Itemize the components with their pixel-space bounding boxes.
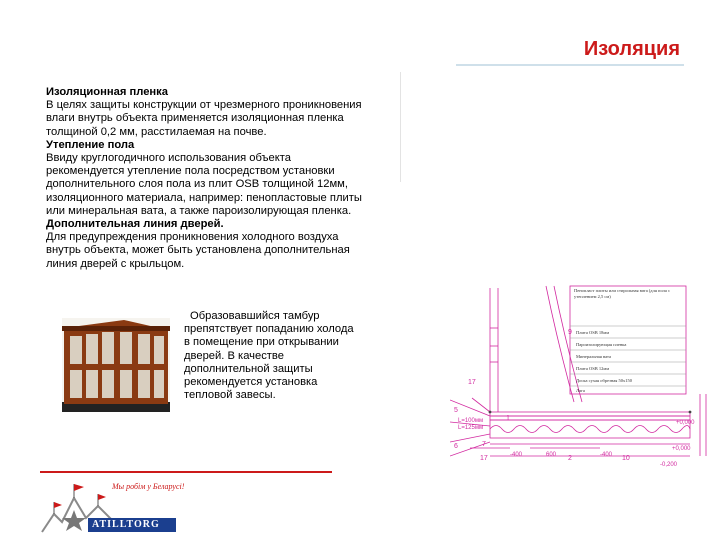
photo-caption: Образовавшийся тамбур препятствует попаданию холода в помещение при открывании дверей. В качестве дополнительной защиты рекомендуется установка тепловой завесы.	[184, 310, 354, 402]
label-9: 9	[568, 329, 572, 336]
heading-floor: Утепление пола	[46, 138, 135, 151]
dim-8: -0,200	[660, 462, 678, 468]
label-2: 2	[568, 455, 572, 462]
legend-item-4: Минеральная вата	[576, 354, 611, 359]
page-title: Изоляция	[583, 38, 680, 60]
dim-3: -400	[510, 452, 523, 458]
paragraph-doors: Для предупреждения проникновения холодного воздуха внутрь объекта, может быть установлена дополнительная линия дверей с крыльцом.	[46, 231, 350, 270]
legend-item-1: Пенопласт плиты или стирольная вата (для пола с утеплением 2,5 см)	[574, 288, 671, 299]
vestibule-photo	[62, 318, 170, 412]
footer-red-line	[40, 471, 332, 473]
title-underline	[456, 64, 684, 66]
legend-item-5: Плита OSB 12мм	[576, 366, 610, 371]
company-logo	[40, 476, 220, 538]
dim-4: 600	[546, 452, 557, 458]
heading-doors: Дополнительная линия дверей.	[46, 218, 224, 231]
dim-5: -400	[600, 452, 613, 458]
label-5: 5	[454, 407, 458, 414]
label-17-bottom: 17	[480, 455, 488, 462]
legend-item-6: Доска сухая обрезная 50x150	[576, 378, 632, 383]
label-17-top: 17	[468, 379, 476, 386]
floor-construction-drawing	[450, 284, 712, 474]
label-1: 1	[506, 415, 510, 422]
label-7: 7	[482, 441, 486, 448]
label-6: 6	[454, 443, 458, 450]
logo-slogan: Мы робім у Беларусі!	[112, 482, 185, 491]
dim-1: L=100мм	[458, 418, 484, 424]
divider-line	[400, 72, 401, 182]
body-text	[46, 86, 366, 271]
legend-item-7: Лага	[576, 388, 585, 393]
dim-6: +0,000	[672, 446, 691, 452]
paragraph-floor: Ввиду круглогодичного использования объекта рекомендуется утепление пола посредством установки дополнительного слоя пола из плит OSB толщиной 12мм, изоляционного материала, например: пенопластовые плиты или минеральная вата, а также пароизолирующая пленка.	[46, 152, 362, 217]
dim-2: L=125мм	[458, 425, 484, 431]
label-10: 10	[622, 455, 630, 462]
paragraph-film: В целях защиты конструкции от чрезмерного проникновения влаги внутрь объекта применяется изоляционная пленка толщиной 0,2 мм, расстилаемая на почве.	[46, 99, 362, 138]
legend-item-2: Плита OSB 18мм	[576, 330, 610, 335]
dim-7: +0,000	[676, 420, 695, 426]
heading-film: Изоляционная пленка	[46, 86, 168, 98]
legend-item-3: Пароизолирующая пленка	[576, 342, 627, 347]
logo-name: ATILLTORG	[92, 519, 160, 530]
